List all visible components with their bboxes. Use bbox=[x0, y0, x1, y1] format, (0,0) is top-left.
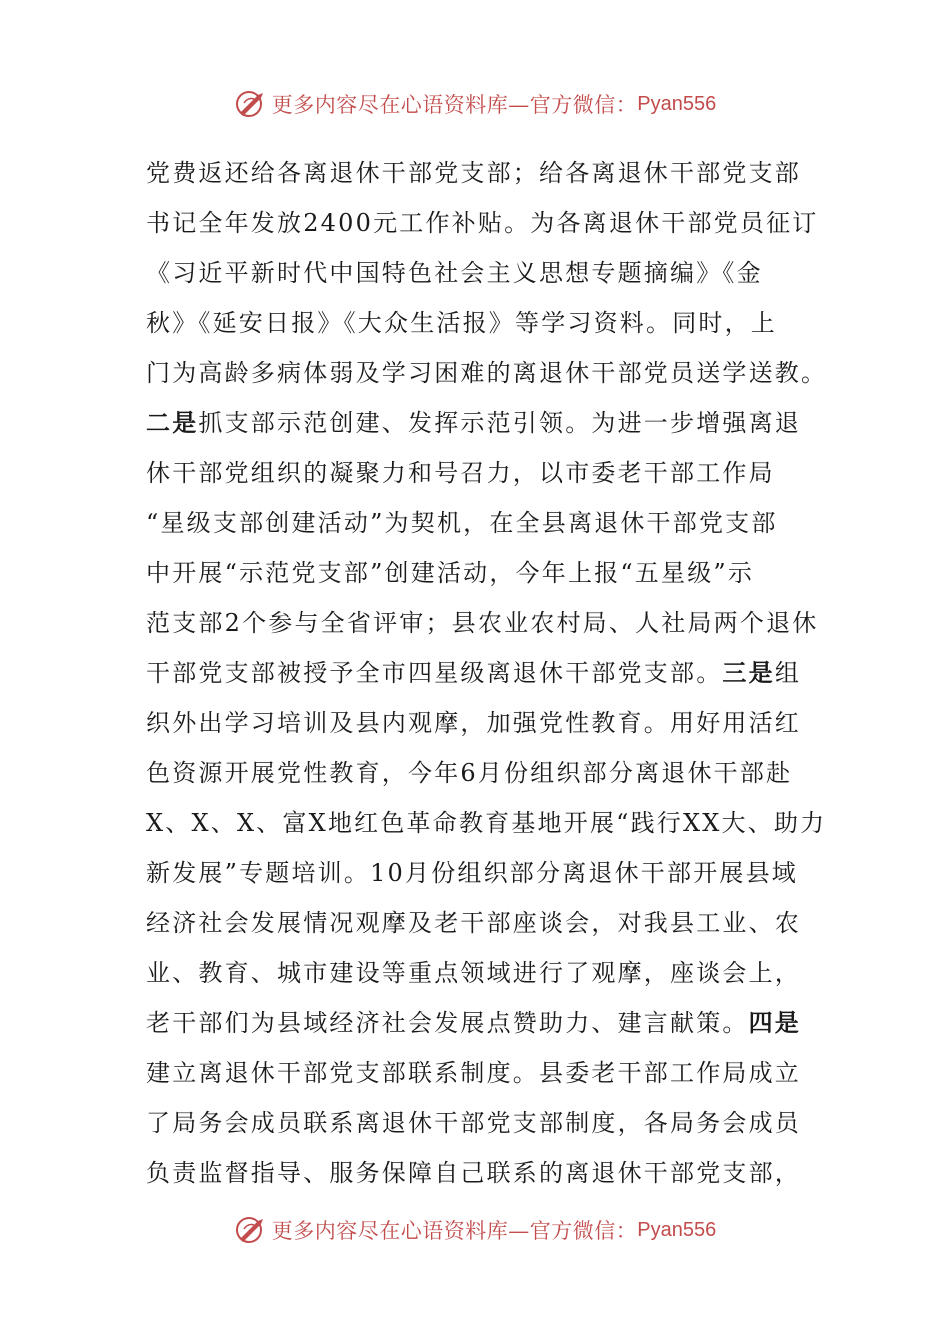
text-line: 业、教育、城市建设等重点领域进行了观摩，座谈会上， bbox=[146, 959, 801, 987]
text-line: 新发展”专题培训。10月份组织部分离退休干部开展县域 bbox=[146, 859, 799, 887]
text-line: 干部党支部被授予全市四星级离退休干部党支部。三是组 bbox=[146, 659, 802, 687]
text-line: 《习近平新时代中国特色社会主义思想专题摘编》《金 bbox=[146, 259, 763, 287]
watermark-text: 更多内容尽在心语资料库—官方微信： bbox=[271, 1219, 638, 1243]
section-marker: 四是 bbox=[748, 1009, 802, 1037]
text-line: “星级支部创建活动”为契机，在全县离退休干部党支部 bbox=[146, 509, 778, 537]
section-marker: 二是 bbox=[146, 409, 199, 437]
text-line: 党费返还给各离退休干部党支部；给各离退休干部党支部 bbox=[146, 159, 801, 187]
watermark-text: 更多内容尽在心语资料库—官方微信： bbox=[271, 93, 638, 117]
text-line: 织外出学习培训及县内观摩，加强党性教育。用好用活红 bbox=[146, 709, 801, 737]
watermark-wechat-id: Pyan556 bbox=[637, 92, 717, 115]
watermark-wechat-id: Pyan556 bbox=[637, 1218, 717, 1241]
header-watermark bbox=[0, 84, 950, 124]
text-line: 了局务会成员联系离退休干部党支部制度，各局务会成员 bbox=[146, 1109, 801, 1137]
text-line: 负责监督指导、服务保障自己联系的离退休干部党支部， bbox=[146, 1159, 801, 1187]
text-line: 休干部党组织的凝聚力和号召力，以市委老干部工作局 bbox=[146, 459, 775, 487]
text-line: 中开展“示范党支部”创建活动，今年上报“五星级”示 bbox=[146, 559, 755, 587]
footer-watermark bbox=[0, 1210, 950, 1250]
text-line: 建立离退休干部党支部联系制度。县委老干部工作局成立 bbox=[146, 1059, 801, 1087]
text-line: 二是抓支部示范创建、发挥示范引领。为进一步增强离退 bbox=[146, 409, 802, 437]
text-line: 秋》《延安日报》《大众生活报》等学习资料。同时，上 bbox=[146, 309, 777, 337]
text-line: 老干部们为县域经济社会发展点赞助力、建言献策。四是 bbox=[146, 1009, 802, 1037]
text-line: 经济社会发展情况观摩及老干部座谈会，对我县工业、农 bbox=[146, 909, 801, 937]
text-line: 书记全年发放2400元工作补贴。为各离退休干部党员征订 bbox=[146, 209, 819, 237]
text-line: 范支部2个参与全省评审；县农业农村局、人社局两个退休 bbox=[146, 609, 819, 637]
text-line: X、X、X、富X地红色革命教育基地开展“践行XX大、助力 bbox=[146, 809, 827, 837]
document-body bbox=[146, 148, 828, 1198]
section-marker: 三是 bbox=[722, 659, 775, 687]
pen-nib-icon bbox=[234, 1213, 268, 1247]
pen-nib-icon bbox=[234, 87, 268, 121]
text-line: 色资源开展党性教育，今年6月份组织部分离退休干部赴 bbox=[146, 759, 793, 787]
text-line: 门为高龄多病体弱及学习困难的离退休干部党员送学送教。 bbox=[146, 359, 828, 387]
